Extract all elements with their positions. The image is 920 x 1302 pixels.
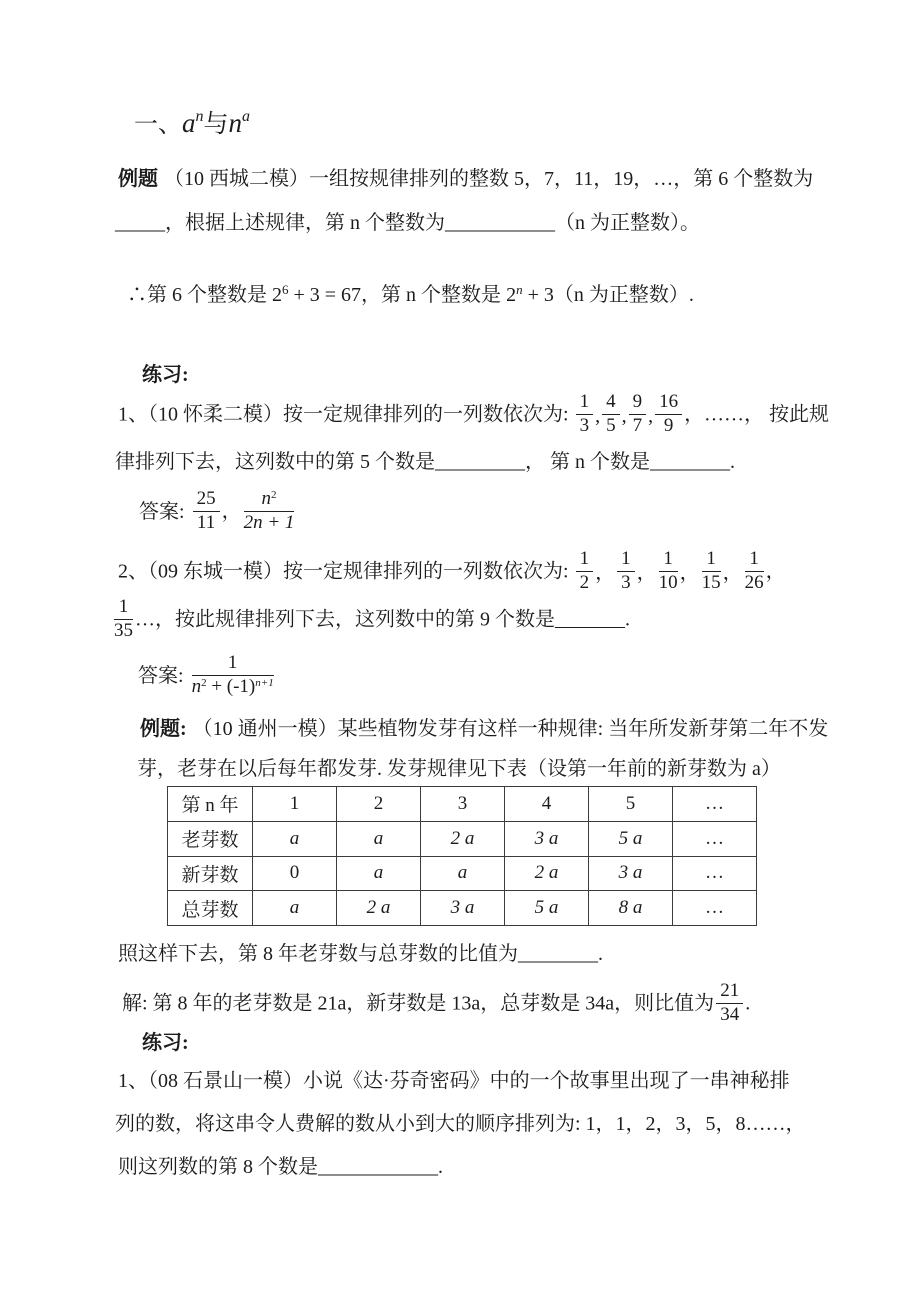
fraction-denominator bbox=[192, 676, 274, 698]
fraction-1-10 bbox=[659, 549, 678, 593]
table-cell: 3 a bbox=[589, 856, 673, 891]
practice2-item1-line1 bbox=[118, 1068, 790, 1094]
table-cell: 3 a bbox=[505, 821, 589, 856]
table-cell: a bbox=[421, 856, 505, 891]
table-cell: a bbox=[253, 821, 337, 856]
example2-line1 bbox=[140, 716, 828, 742]
table-cell: … bbox=[673, 821, 757, 856]
solution2-lead: 解: 第 8 年的老芽数是 21a，新芽数是 13a，总芽数是 34a，则比值为 bbox=[122, 992, 715, 1015]
solution1-sup1: 6 bbox=[282, 282, 289, 297]
heading-base2: n bbox=[228, 108, 243, 138]
table-cell: 2 a bbox=[505, 856, 589, 891]
fraction-denominator: 15 bbox=[701, 571, 721, 593]
fraction-numerator: 1 bbox=[617, 549, 635, 572]
p1-tail: ，……， 按此规 bbox=[684, 403, 830, 426]
fraction-1-15 bbox=[702, 549, 721, 593]
table-row-label: 老芽数 bbox=[168, 821, 253, 856]
practice2-label bbox=[142, 1030, 189, 1056]
example1-label: 例题 bbox=[118, 168, 158, 190]
heading-number: 一、 bbox=[134, 112, 182, 138]
after-table-line bbox=[118, 941, 603, 967]
bud-growth-table bbox=[167, 786, 757, 926]
fraction-denominator: 11 bbox=[196, 511, 216, 533]
fraction-denominator: 7 bbox=[632, 414, 643, 436]
solution2-line bbox=[122, 981, 750, 1029]
fraction-1-26 bbox=[745, 549, 764, 593]
fraction-numerator: 16 bbox=[655, 392, 682, 415]
table-row-old-buds bbox=[168, 821, 757, 856]
fraction-denominator: 9 bbox=[663, 414, 674, 436]
example2-text1: （10 通州一模）某些植物发芽有这样一种规律: 当年所发新芽第二年不发 bbox=[192, 718, 829, 740]
answer2-den-sup2: n+1 bbox=[255, 676, 274, 689]
heading-base1: a bbox=[182, 108, 196, 138]
table-cell: … bbox=[673, 891, 757, 926]
fraction-1-2 bbox=[576, 549, 594, 593]
answer2-den-sup1: 2 bbox=[201, 676, 207, 689]
table-cell: 5 a bbox=[505, 891, 589, 926]
table-cell: 2 a bbox=[337, 891, 421, 926]
fraction-numerator: 4 bbox=[602, 392, 620, 415]
table-cell: 8 a bbox=[589, 891, 673, 926]
solution1-base2: 2 bbox=[506, 284, 517, 306]
answer2-den-base: n bbox=[191, 675, 202, 697]
fraction-separator: , bbox=[648, 405, 654, 428]
fraction-answer2 bbox=[192, 653, 274, 697]
answer1-num-base: n bbox=[261, 488, 271, 509]
answer1-comma: ， bbox=[221, 500, 242, 523]
solution1-line bbox=[127, 282, 694, 308]
practice2-label-text: 练习: bbox=[142, 1032, 189, 1054]
fraction-denominator: 2n + 1 bbox=[243, 511, 295, 533]
fraction-n2-2n1 bbox=[244, 489, 295, 533]
fraction-25-11 bbox=[193, 489, 220, 533]
example1-text2: _____，根据上述规律，第 n 个整数为___________（n 为正整数）。 bbox=[115, 212, 700, 234]
table-cell: 0 bbox=[253, 856, 337, 891]
p2-tail: ， bbox=[765, 560, 786, 583]
fraction-denominator: 5 bbox=[606, 414, 616, 436]
solution1-pre: ∴第 6 个整数是 bbox=[127, 284, 272, 306]
fraction-4-5 bbox=[602, 392, 620, 436]
practice1-item1-line1 bbox=[118, 392, 829, 440]
answer2-line bbox=[138, 653, 276, 701]
fraction-denominator: 10 bbox=[658, 571, 678, 593]
example1-line2 bbox=[115, 210, 700, 236]
table-header-row bbox=[168, 787, 757, 822]
solution1-base1: 2 bbox=[272, 284, 282, 306]
fraction-numerator: 9 bbox=[629, 392, 647, 415]
example1-text1: （10 西城二模）一组按规律排列的整数 5，7，11，19，…，第 6 个整数为 bbox=[164, 168, 814, 190]
p1-line2-text: 律排列下去，这列数中的第 5 个数是_________， 第 n 个数是________. bbox=[115, 451, 735, 473]
table-header-cell: … bbox=[673, 787, 757, 822]
fraction-numerator: 1 bbox=[114, 597, 133, 620]
example1-line1 bbox=[118, 166, 813, 192]
example2-label: 例题: bbox=[140, 718, 187, 740]
fraction-separator: , bbox=[595, 405, 601, 428]
table-header-cell: 3 bbox=[421, 787, 505, 822]
answer2-label: 答案: bbox=[138, 664, 184, 687]
answer1-label: 答案: bbox=[139, 500, 185, 523]
fraction-1-35 bbox=[114, 597, 133, 641]
fraction-separator: ， bbox=[722, 562, 743, 585]
fraction-9-7 bbox=[629, 392, 647, 436]
fraction-separator: ， bbox=[595, 562, 616, 585]
table-row-label: 新芽数 bbox=[168, 856, 253, 891]
practice1-item1-line2 bbox=[115, 449, 735, 475]
p3-text2: 列的数，将这串令人费解的数从小到大的顺序排列为: 1，1，2，3，5，8……， bbox=[115, 1113, 806, 1135]
table-row-total-buds bbox=[168, 891, 757, 926]
table-header-cell: 第 n 年 bbox=[168, 787, 253, 822]
solution1-mid: + 3 = 67，第 n 个整数是 bbox=[288, 284, 507, 306]
fraction-numerator: 1 bbox=[576, 392, 594, 415]
table-row-new-buds bbox=[168, 856, 757, 891]
p3-text3: 则这列数的第 8 个数是____________. bbox=[118, 1156, 443, 1178]
fraction-numerator bbox=[244, 489, 295, 512]
fraction-numerator: 21 bbox=[716, 981, 743, 1004]
table-header-cell: 1 bbox=[253, 787, 337, 822]
fraction-numerator: 1 bbox=[702, 549, 721, 572]
table-cell: a bbox=[337, 856, 421, 891]
section-heading bbox=[134, 110, 250, 139]
fraction-1-3 bbox=[576, 392, 594, 436]
fraction-numerator: 1 bbox=[659, 549, 678, 572]
fraction-16-9 bbox=[655, 392, 682, 436]
fraction-numerator: 25 bbox=[193, 489, 220, 512]
table-cell: a bbox=[253, 891, 337, 926]
example2-line2 bbox=[137, 756, 781, 782]
practice1-label-text: 练习: bbox=[142, 364, 189, 386]
table-cell: 2 a bbox=[421, 821, 505, 856]
practice1-item2-line1 bbox=[118, 549, 786, 597]
table-cell: a bbox=[337, 821, 421, 856]
after-table-text: 照这样下去，第 8 年老芽数与总芽数的比值为________. bbox=[118, 943, 603, 965]
table-header-cell: 4 bbox=[505, 787, 589, 822]
fraction-numerator: 1 bbox=[192, 653, 274, 676]
solution2-tail: . bbox=[745, 992, 751, 1015]
answer2-den-mid: + (-1) bbox=[206, 675, 256, 697]
table-cell: 5 a bbox=[589, 821, 673, 856]
p2-lead: 2、（09 东城一模）按一定规律排列的一列数依次为: bbox=[118, 560, 574, 583]
table-header-cell: 2 bbox=[337, 787, 421, 822]
fraction-denominator: 2 bbox=[579, 571, 590, 593]
fraction-numerator: 1 bbox=[576, 549, 594, 572]
heading-sup1: n bbox=[195, 108, 204, 125]
solution1-tail: + 3（n 为正整数）. bbox=[522, 284, 694, 306]
solution1-sup2: n bbox=[516, 282, 523, 297]
p3-text1: 1、（08 石景山一模）小说《达·芬奇密码》中的一个故事里出现了一串神秘排 bbox=[118, 1070, 790, 1092]
heading-conjunction: 与 bbox=[203, 111, 229, 138]
example2-text2: 芽，老芽在以后每年都发芽. 发芽规律见下表（设第一年前的新芽数为 a） bbox=[137, 758, 781, 780]
fraction-separator: ， bbox=[679, 562, 700, 585]
fraction-denominator: 34 bbox=[720, 1003, 740, 1025]
p2-line2-text: …，按此规律排列下去，这列数中的第 9 个数是_______. bbox=[135, 608, 630, 631]
table-row-label: 总芽数 bbox=[168, 891, 253, 926]
table-cell: 3 a bbox=[421, 891, 505, 926]
fraction-21-34 bbox=[716, 981, 743, 1025]
table-header-cell: 5 bbox=[589, 787, 673, 822]
practice1-label bbox=[142, 362, 189, 388]
table-cell: … bbox=[673, 856, 757, 891]
fraction-1-3 bbox=[617, 549, 635, 593]
answer1-num-sup: 2 bbox=[270, 489, 277, 501]
fraction-denominator: 26 bbox=[744, 571, 764, 593]
fraction-denominator: 3 bbox=[579, 414, 590, 436]
fraction-separator: , bbox=[621, 405, 627, 428]
practice2-item1-line3 bbox=[118, 1154, 443, 1180]
fraction-denominator: 3 bbox=[621, 571, 631, 593]
fraction-numerator: 1 bbox=[745, 549, 764, 572]
fraction-denominator: 35 bbox=[114, 619, 133, 641]
heading-sup2: a bbox=[242, 108, 251, 125]
practice2-item1-line2 bbox=[115, 1111, 806, 1137]
p1-lead: 1、（10 怀柔二模）按一定规律排列的一列数依次为: bbox=[118, 403, 574, 426]
answer1-line bbox=[139, 489, 296, 537]
practice1-item2-line2 bbox=[112, 597, 630, 645]
fraction-separator: ， bbox=[636, 562, 657, 585]
